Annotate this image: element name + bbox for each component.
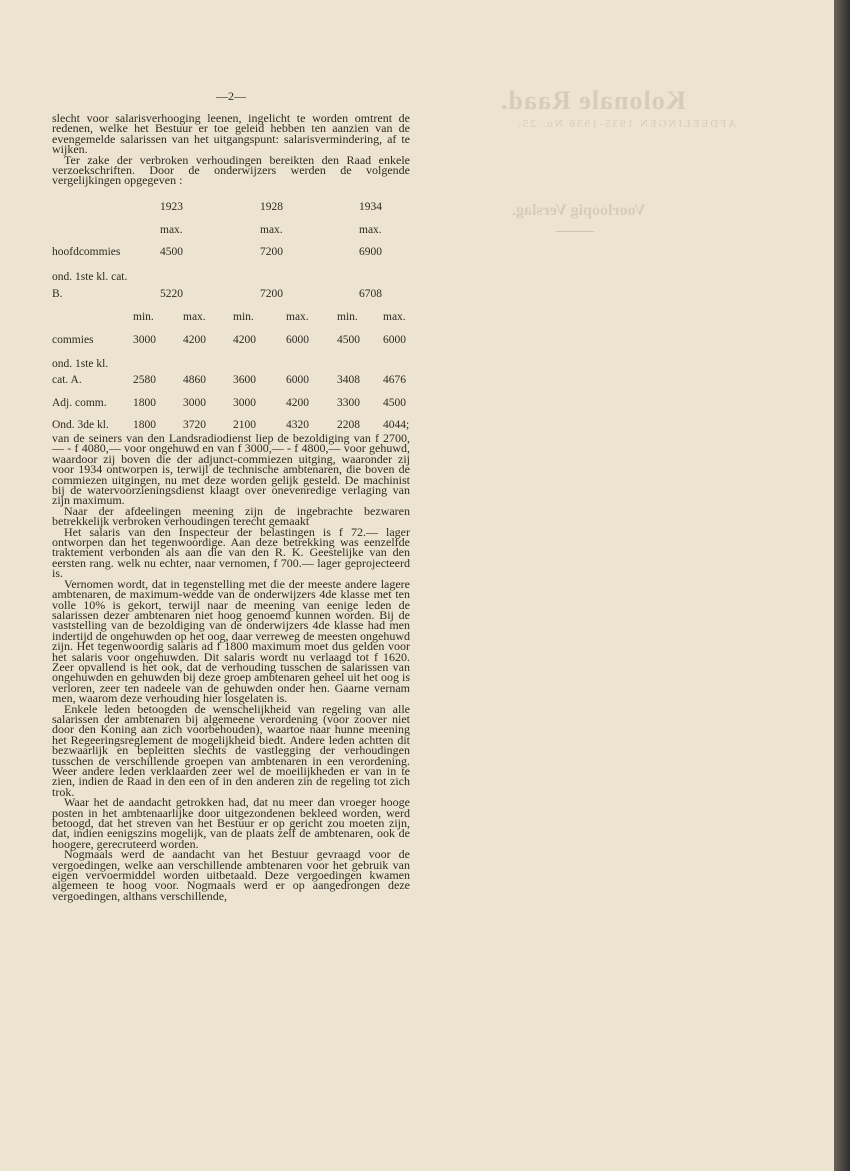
table-cell: 3600 (233, 374, 256, 386)
table-cell: 6900 (359, 246, 382, 258)
table-cell: 4044; (383, 419, 410, 431)
paragraph: Het salaris van den Inspecteur der belastingen is f 72.— lager ontworpen dan het tegenwoordige. Aan deze betrekking was eenzelfde traktement verbonden als aan die van den R. K. Geestelijke van den eersten rang. welk nu echter, naar vernomen, f 700.— lager geprojecteerd is. (52, 524, 410, 581)
row-label: commies (52, 334, 94, 346)
paragraph: Vernomen wordt, dat in tegenstelling met die der meeste andere lagere ambtenaren, de maximum-wedde van de onderwijzers 4de klasse met ten volle 10% is gekort, terwijl naar de meening van eenige leden de salarissen dezer ambtenaren niet hoog genoemd kunnen worden. Bij de vaststelling van de bezoldiging van de onderwijzers 4de klasse had men indertijd de ongehuwden op het oog, daar verreweg de meesten ongehuwd zijn. Het tegenwoordig salaris ad f 1800 maximum moet dus gelden voor het salaris voor ongehuwden. Dit salaris wordt nu verlaagd tot f 1620. Zeer opvallend is het ook, dat de verhouding tusschen de salarissen van ongehuwden en gehuwden bij deze groep ambtenaren geheel uit het oog is verloren, zeer ten nadeele van de gehuwden onder hen. Gaarne vernam men, waarom deze verhouding hier losgelaten is. (52, 576, 410, 706)
max-header: max. (383, 311, 406, 323)
table-cell: 4200 (183, 334, 206, 346)
max-header: max. (260, 224, 283, 236)
row-label: ond. 1ste kl. cat. (52, 271, 128, 283)
paragraph: slecht voor salarisverhooging leenen, ingelicht te worden omtrent de redenen, welke het Bestuur er toe geleid hebben ten aanzien van de evengemelde salarissen van het uitgangspunt: salarisvermindering, af te wijken. (52, 111, 410, 157)
row-label: Adj. comm. (52, 397, 107, 409)
table-cell: 7200 (260, 246, 283, 258)
max-header: max. (286, 311, 309, 323)
paragraph: Waar het de aandacht getrokken had, dat nu meer dan vroeger hooge posten in het ambtenaarlijke door uitgezondenen bekleed worden, werd betoogd, dat het streven van het Bestuur er op gericht zou moeten zijn, dat, indien eenigszins mogelijk, van de plaats zelf de ambtenaren, ook de hoogere, gerecruteerd worden. (52, 795, 410, 851)
table-cell: 3000 (233, 397, 256, 409)
paragraph: van de seiners van den Landsradiodienst liep de bezoldiging van f 2700,— - f 4080,— voor ongehuwd en van f 3000,— - f 4800,— voor gehuwd, waardoor zij boven die der adjunct-commiezen uitging, waaronder zij voor 1934 ontworpen is, terwijl de technische ambtenaren, die boven de commiezen uitgingen, nu met deze worden gelijk gesteld. De machinist bij de watervoorzieningsdienst klaagt over onevenredige verlaging van zijn maximum. (52, 431, 410, 508)
table-cell: 3000 (183, 397, 206, 409)
table-cell: 3300 (337, 397, 360, 409)
paragraph: Nogmaals werd de aandacht van het Bestuur gevraagd voor de vergoedingen, welke aan verschillende ambtenaren voor het gebruik van eigen vervoermiddel worden uitbetaald. Deze vergoedingen kwamen algemeen te hoog voor. Nogmaals werd er op aangedrongen deze vergoedingen, althans verschillende, (52, 847, 410, 903)
min-header: min. (233, 311, 254, 323)
table-cell: 2208 (337, 419, 360, 431)
table-cell: 3720 (183, 419, 206, 431)
table-cell: 1800 (133, 397, 156, 409)
paragraph: Naar der afdeelingen meening zijn de ingebrachte bezwaren betrekkelijk verbroken verhoudingen terecht gemaakt (52, 503, 410, 529)
year-header: 1928 (260, 201, 283, 213)
bleed-through-rule (556, 231, 594, 232)
max-header: max. (183, 311, 206, 323)
row-label: B. (52, 288, 63, 300)
table-cell: 7200 (260, 288, 283, 300)
bleed-through-subheading: AFDEELINGEN 1935-1936 No. 25. (516, 118, 737, 130)
paragraph: Ter zake der verbroken verhoudingen bereikten den Raad enkele verzoekschriften. Door de onderwijzers werden de volgende vergelijkingen opgegeven : (52, 152, 410, 188)
table-cell: 4860 (183, 374, 206, 386)
row-label: Ond. 3de kl. (52, 419, 109, 431)
row-label: cat. A. (52, 374, 82, 386)
bleed-through-heading: Kolonale Raad. (500, 86, 686, 115)
table-cell: 4200 (286, 397, 309, 409)
min-header: min. (133, 311, 154, 323)
table-cell: 4500 (337, 334, 360, 346)
page-number: —2— (216, 89, 246, 103)
table-cell: 6000 (383, 334, 406, 346)
min-header: min. (337, 311, 358, 323)
row-label: hoofdcommies (52, 246, 121, 258)
scan-edge (834, 0, 850, 1171)
max-header: max. (359, 224, 382, 236)
row-label: ond. 1ste kl. (52, 358, 109, 370)
paragraph: Enkele leden betoogden de wenschelijkheid van regeling van alle salarissen der ambtenaren bij algemeene verordening (voor zoover niet door den Koning aan zich voorbehouden), waartoe naar hunne meening het Regeeringsreglement de mogelijkheid biedt. Andere leden achtten dit bezwaarlijk en bepleitten slechts de vastlegging der verhoudingen tusschen de verschillende groepen van ambtenaren in een verordening. Weer andere leden verklaarden zeer wel de moeilijkheden er van in te zien, indien de Raad in den een of in den anderen zin de regeling tot zich trok. (52, 701, 410, 799)
table-cell: 6000 (286, 374, 309, 386)
table-cell: 3000 (133, 334, 156, 346)
table-cell: 1800 (133, 419, 156, 431)
table-cell: 4500 (160, 246, 183, 258)
body-text (52, 433, 410, 901)
table-cell: 4676 (383, 374, 406, 386)
intro-text (52, 113, 410, 186)
table-cell: 2580 (133, 374, 156, 386)
table-cell: 5220 (160, 288, 183, 300)
table-cell: 4500 (383, 397, 406, 409)
table-cell: 4200 (233, 334, 256, 346)
table-cell: 4320 (286, 419, 309, 431)
max-header: max. (160, 224, 183, 236)
year-header: 1934 (359, 201, 382, 213)
year-header: 1923 (160, 201, 183, 213)
table-cell: 6708 (359, 288, 382, 300)
bleed-through-title: Voorloopig Verslag. (512, 202, 646, 219)
table-cell: 2100 (233, 419, 256, 431)
table-cell: 6000 (286, 334, 309, 346)
table-cell: 3408 (337, 374, 360, 386)
